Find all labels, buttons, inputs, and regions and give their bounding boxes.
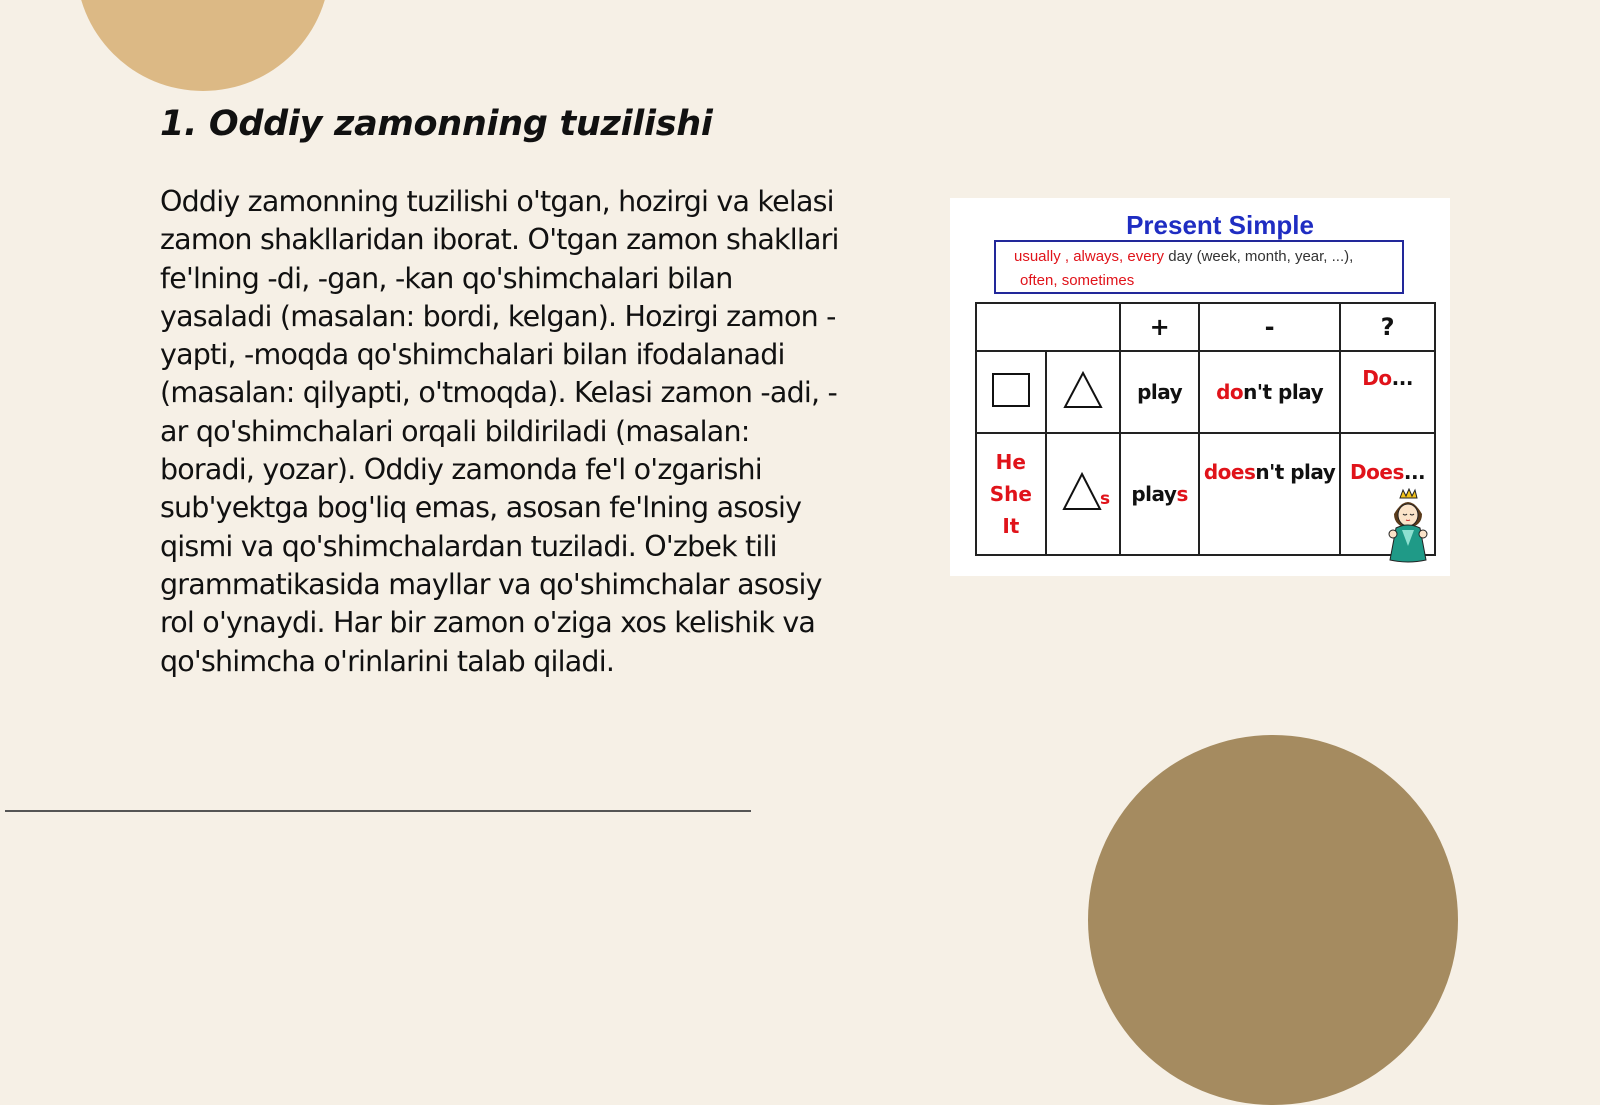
pronouns-cell: [976, 433, 1046, 555]
pronoun-she: She: [989, 482, 1032, 506]
negative-form: [1199, 351, 1340, 433]
present-simple-title: Present Simple: [1126, 210, 1314, 240]
header-empty-cell: [976, 303, 1120, 351]
positive-form: play: [1120, 351, 1199, 433]
table-row: [976, 433, 1435, 555]
header-minus: -: [1199, 303, 1340, 351]
triangle-s-cell: [1046, 433, 1121, 555]
negative-aux: does: [1203, 460, 1256, 484]
grammar-table: [975, 302, 1436, 556]
adverbs-box: [994, 240, 1404, 294]
table-row: [976, 351, 1435, 433]
square-icon: [991, 372, 1031, 408]
triangle-cell: [1046, 351, 1121, 433]
square-cell: [976, 351, 1046, 433]
negative-form: [1199, 433, 1340, 555]
question-aux: Does: [1350, 460, 1404, 484]
present-simple-image: [950, 198, 1450, 576]
decorative-circle-top: [76, 0, 330, 91]
question-rest: ...: [1403, 460, 1426, 484]
table-header-row: [976, 303, 1435, 351]
positive-suffix: s: [1176, 482, 1188, 506]
negative-rest: n't play: [1255, 460, 1336, 484]
header-question: ?: [1340, 303, 1435, 351]
queen-cartoon-icon: [1384, 488, 1432, 564]
negative-rest: n't play: [1243, 380, 1324, 404]
divider-line: [5, 810, 751, 812]
adverbs-frequency: usually , always, every: [1014, 248, 1165, 265]
pronoun-he: He: [995, 450, 1026, 474]
adverbs-time-units: day (week, month, year, ...),: [1164, 248, 1354, 265]
positive-base: play: [1131, 482, 1177, 506]
question-aux: Do: [1362, 366, 1392, 390]
question-rest: ...: [1391, 366, 1413, 390]
suffix-s: s: [1099, 489, 1111, 509]
decorative-circle-bottom: [1088, 735, 1458, 1105]
question-form: [1340, 351, 1435, 433]
adverbs-frequency-2: often, sometimes: [1020, 272, 1135, 289]
triangle-icon: [1062, 370, 1104, 410]
negative-aux: do: [1216, 380, 1244, 404]
header-plus: +: [1120, 303, 1199, 351]
slide-title: 1. Oddiy zamonning tuzilishi: [160, 104, 713, 144]
pronoun-it: It: [1002, 514, 1020, 538]
slide-body-text: Oddiy zamonning tuzilishi o'tgan, hozirgi va kelasi zamon shakllaridan iborat. O'tgan zamon shakllari fe'lning -di, -gan, -kan qo'shimchalari bilan yasaladi (masalan: bordi, kelgan). Hozirgi zamon -yapti, -moqda qo'shimchalari bilan ifodalanadi (masalan: qilyapti, o'tmoqda). Kelasi zamon -adi, -ar qo'shimchalari orqali bildiriladi (masalan: boradi, yozar). Oddiy zamonda fe'l o'zgarishi sub'yektga bog'liq emas, asosan fe'lning asosiy qismi va qo'shimchalardan tuziladi. O'zbek tili grammatikasida mayllar va qo'shimchalar asosiy rol o'ynaydi. Har bir zamon o'ziga xos kelishik va qo'shimcha o'rinlarini talab qiladi.: [160, 185, 839, 678]
triangle-icon: [1062, 471, 1104, 513]
positive-form: [1120, 433, 1199, 555]
